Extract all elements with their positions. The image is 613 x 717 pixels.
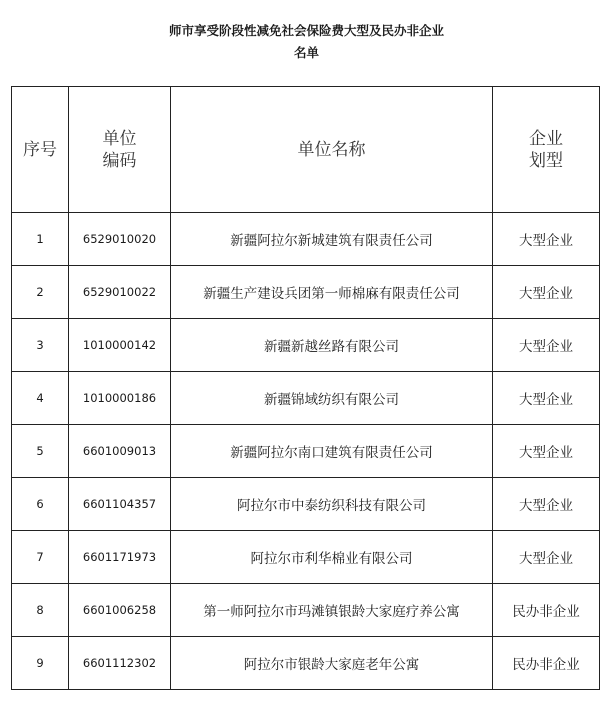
table-row — [12, 478, 600, 531]
cell-serial-number: 4 — [12, 372, 69, 425]
header-enterprise-type — [493, 87, 600, 213]
cell-enterprise-type: 民办非企业 — [493, 637, 600, 690]
cell-serial-number: 1 — [12, 213, 69, 266]
document-title-line-2: 名单 — [293, 45, 319, 60]
document-title — [0, 20, 613, 64]
header-unit-code — [69, 87, 171, 213]
table-header-row — [12, 87, 600, 213]
cell-unit-name: 新疆阿拉尔新城建筑有限责任公司 — [171, 213, 493, 266]
table-row — [12, 319, 600, 372]
cell-enterprise-type: 大型企业 — [493, 372, 600, 425]
cell-unit-code: 6601006258 — [69, 584, 171, 637]
cell-enterprise-type: 大型企业 — [493, 478, 600, 531]
table-row — [12, 584, 600, 637]
cell-serial-number: 6 — [12, 478, 69, 531]
table-row — [12, 425, 600, 478]
cell-unit-name: 新疆锦域纺织有限公司 — [171, 372, 493, 425]
cell-enterprise-type: 民办非企业 — [493, 584, 600, 637]
cell-unit-code: 6601104357 — [69, 478, 171, 531]
header-unit-code-line-2: 编码 — [102, 150, 137, 171]
cell-unit-name: 新疆阿拉尔南口建筑有限责任公司 — [171, 425, 493, 478]
cell-unit-code: 1010000186 — [69, 372, 171, 425]
cell-serial-number: 7 — [12, 531, 69, 584]
header-unit-code-line-1: 单位 — [102, 128, 137, 149]
cell-unit-code: 6601009013 — [69, 425, 171, 478]
cell-unit-code: 6601112302 — [69, 637, 171, 690]
header-enterprise-type-line-2: 划型 — [529, 150, 563, 171]
cell-unit-name: 阿拉尔市银龄大家庭老年公寓 — [171, 637, 493, 690]
header-enterprise-type-line-1: 企业 — [529, 128, 563, 149]
cell-enterprise-type: 大型企业 — [493, 266, 600, 319]
document-title-line-1: 师市享受阶段性减免社会保险费大型及民办非企业 — [168, 23, 444, 38]
table-row — [12, 213, 600, 266]
header-unit-name — [171, 87, 493, 213]
cell-enterprise-type: 大型企业 — [493, 213, 600, 266]
cell-serial-number: 2 — [12, 266, 69, 319]
cell-serial-number: 8 — [12, 584, 69, 637]
cell-serial-number: 9 — [12, 637, 69, 690]
cell-serial-number: 3 — [12, 319, 69, 372]
cell-unit-name: 新疆生产建设兵团第一师棉麻有限责任公司 — [171, 266, 493, 319]
cell-unit-name: 新疆新越丝路有限公司 — [171, 319, 493, 372]
cell-unit-code: 6601171973 — [69, 531, 171, 584]
table-row — [12, 372, 600, 425]
enterprise-table — [11, 86, 600, 690]
table-row — [12, 637, 600, 690]
cell-unit-name: 第一师阿拉尔市玛滩镇银龄大家庭疗养公寓 — [171, 584, 493, 637]
cell-serial-number: 5 — [12, 425, 69, 478]
cell-enterprise-type: 大型企业 — [493, 425, 600, 478]
header-serial-number-label: 序号 — [23, 139, 57, 160]
cell-enterprise-type: 大型企业 — [493, 531, 600, 584]
table-row — [12, 531, 600, 584]
cell-unit-code: 6529010022 — [69, 266, 171, 319]
cell-unit-name: 阿拉尔市利华棉业有限公司 — [171, 531, 493, 584]
table-row — [12, 266, 600, 319]
cell-unit-code: 6529010020 — [69, 213, 171, 266]
cell-enterprise-type: 大型企业 — [493, 319, 600, 372]
cell-unit-code: 1010000142 — [69, 319, 171, 372]
header-serial-number — [12, 87, 69, 213]
cell-unit-name: 阿拉尔市中泰纺织科技有限公司 — [171, 478, 493, 531]
header-unit-name-label: 单位名称 — [297, 139, 366, 160]
